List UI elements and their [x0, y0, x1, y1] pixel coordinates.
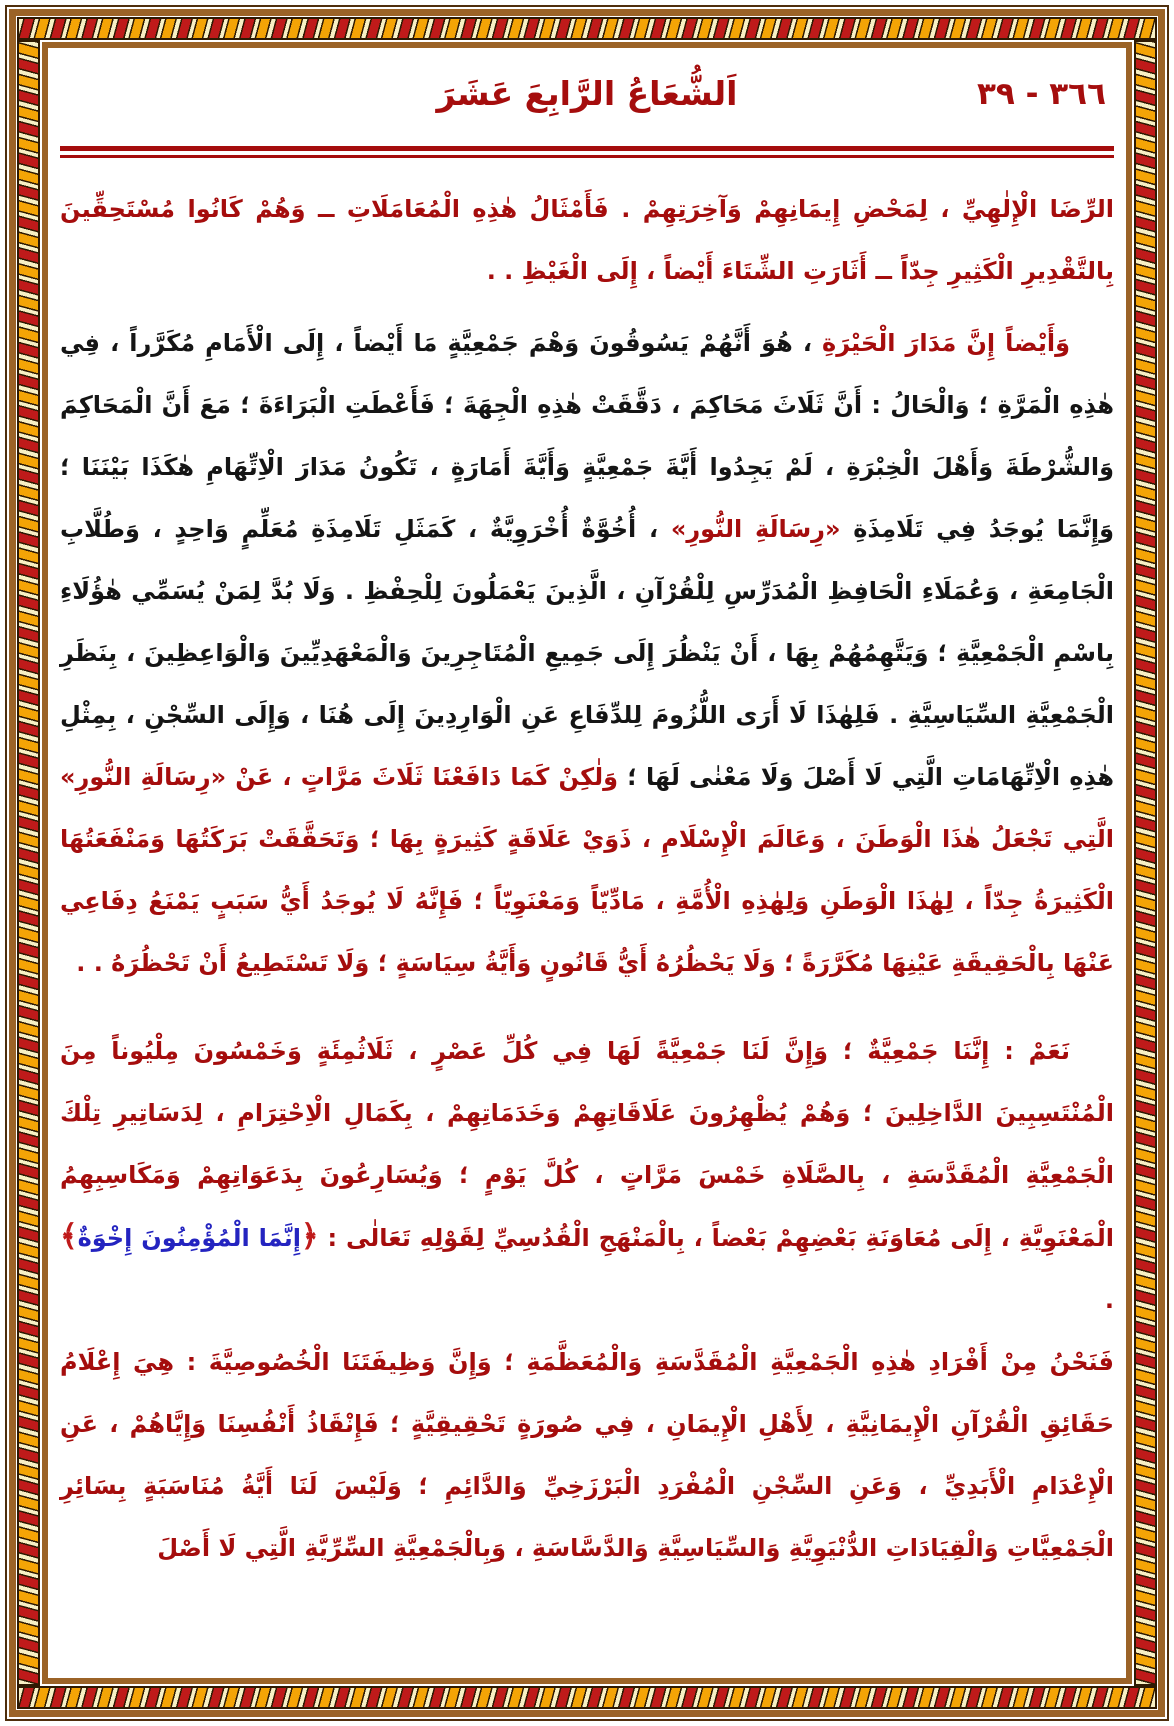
paragraph	[60, 1020, 1114, 1331]
page-header	[60, 74, 1114, 134]
text-run-red: وَأَيْضاً إِنَّ مَدَارَ الْحَيْرَةِ	[822, 329, 1070, 357]
text-run-bracket: ﴾	[60, 1219, 78, 1254]
body-text	[60, 178, 1114, 1579]
text-run-black: ، أُخُوَّةٌ أُخْرَوِيَّةٌ ، كَمَثَلِ تَلَامِذَةِ مُعَلِّمٍ وَاحِدٍ ، وَطُلَّابِ الْجَامِعَةِ ، وَعُمَلَاءِ الْحَافِظِ الْمُدَرِّسِ لِلْقُرْآنِ ، الَّذِينَ يَعْمَلُونَ لِلْحِفْظِ . وَلَا بُدَّ لِمَنْ يُسَمِّي هٰؤُلَاءِ بِاسْمِ الْجَمْعِيَّةِ ؛ وَيَتَّهِمُهُمْ بِهَا ، أَنْ يَنْظُرَ إِلَى جَمِيعِ الْمُتَاجِرِينَ وَالْمَعْهَدِيِّينَ وَالْوَاعِظِينَ ، بِنَظَرِ الْجَمْعِيَّةِ السِّيَاسِيَّةِ . فَلِهٰذَا لَا أَرَى اللُّزُومَ لِلدِّفَاعِ عَنِ الْوَارِدِينَ إِلَى هُنَا ، وَإِلَى السِّجْنِ ، بِمِثْلِ هٰذِهِ الْاِتِّهَامَاتِ الَّتِي لَا أَصْلَ وَلَا مَعْنٰى لَهَا ؛	[60, 515, 1114, 791]
header-divider	[60, 146, 1114, 158]
page-number: ٣٦٦ - ٣٩	[976, 76, 1106, 112]
divider-rule-thick	[60, 146, 1114, 151]
text-run-red: .	[1104, 1286, 1114, 1314]
border-chain-pattern-left	[17, 40, 40, 1686]
divider-rule-thin	[60, 155, 1114, 158]
paragraph	[60, 312, 1114, 994]
page-title: اَلشُّعَاعُ الرَّابِعَ عَشَرَ	[436, 74, 738, 113]
paragraph	[60, 178, 1114, 302]
text-run-red: الرِّضَا الْإِلٰهِيِّ ، لِمَحْضِ إِيمَانِهِمْ وَآخِرَتِهِمْ . فَأَمْثَالُ هٰذِهِ الْمُعَامَلَاتِ ــ وَهُمْ كَانُوا مُسْتَحِقِّينَ بِالتَّقْدِيرِ الْكَثِيرِ جِدّاً ــ أَثَارَتِ الشِّتَاءَ أَيْضاً ، إِلَى الْغَيْظِ . .	[60, 195, 1114, 285]
page-content	[48, 48, 1126, 1678]
text-run-black: ، هُوَ أَنَّهُمْ يَسُوقُونَ وَهْمَ جَمْعِيَّةٍ مَا أَيْضاً ، إِلَى الْأَمَامِ مُكَرَّراً ، فِي هٰذِهِ الْمَرَّةِ ؛ وَالْحَالُ : أَنَّ ثَلَاثَ مَحَاكِمَ ، دَقَّقَتْ هٰذِهِ الْجِهَةَ ؛ فَأَعْطَتِ الْبَرَاءَةَ ؛ مَعَ أَنَّ الْمَحَاكِمَ وَالشُّرْطَةَ وَأَهْلَ الْخِبْرَةِ ، لَمْ يَجِدُوا أَيَّةَ جَمْعِيَّةٍ وَأَيَّةَ أَمَارَةٍ ، تَكُونُ مَدَارَ الْاِتِّهَامِ هٰكَذَا بَيْنَنَا ؛ وَإِنَّمَا يُوجَدُ فِي تَلَامِذَةِ	[60, 329, 1114, 543]
border-chain-pattern-right	[1134, 40, 1157, 1686]
text-run-red: وَلٰكِنْ كَمَا دَافَعْنَا ثَلَاثَ مَرَّاتٍ ، عَنْ «رِسَالَةِ النُّورِ» الَّتِي تَجْعَلُ هٰذَا الْوَطَنَ ، وَعَالَمَ الْإِسْلَامِ ، ذَوَيْ عَلَاقَةٍ كَثِيرَةٍ بِهَا ؛ وَتَحَقَّقَتْ بَرَكَتُهَا وَمَنْفَعَتُهَا الْكَثِيرَةُ جِدّاً ، لِهٰذَا الْوَطَنِ وَلِهٰذِهِ الْأُمَّةِ ، مَادِّيّاً وَمَعْنَوِيّاً ؛ فَإِنَّهُ لَا يُوجَدُ أَيُّ سَبَبٍ يَمْنَعُ دِفَاعِي عَنْهَا بِالْحَقِيقَةِ عَيْنِهَا مُكَرَّرَةً ؛ وَلَا يَحْظُرُهُ أَيُّ قَانُونٍ وَأَيَّةُ سِيَاسَةٍ ؛ وَلَا تَسْتَطِيعُ أَنْ تَحْظُرَهُ . .	[60, 763, 1114, 977]
text-run-red: فَنَحْنُ مِنْ أَفْرَادِ هٰذِهِ الْجَمْعِيَّةِ الْمُقَدَّسَةِ وَالْمُعَظَّمَةِ ؛ وَإِنَّ وَظِيفَتَنَا الْخُصُوصِيَّةَ : هِيَ إِعْلَامُ حَقَائِقِ الْقُرْآنِ الْإِيمَانِيَّةِ ، لِأَهْلِ الْإِيمَانِ ، فِي صُورَةٍ تَحْقِيقِيَّةٍ ؛ فَإِنْقَاذُ أَنْفُسِنَا وَإِيَّاهُمْ ، عَنِ الْإِعْدَامِ الْأَبَدِيِّ ، وَعَنِ السِّجْنِ الْمُفْرَدِ الْبَرْزَخِيِّ وَالدَّائِمِ ؛ وَلَيْسَ لَنَا أَيَّةُ مُنَاسَبَةٍ بِسَائِرِ الْجَمْعِيَّاتِ وَالْقِيَادَاتِ الدُّنْيَوِيَّةِ وَالسِّيَاسِيَّةِ وَالدَّسَّاسَةِ ، وَبِالْجَمْعِيَّةِ السِّرِّيَّةِ الَّتِي لَا أَصْلَ	[60, 1348, 1114, 1562]
border-chain-pattern-bottom	[17, 1686, 1157, 1709]
text-run-blue: إِنَّمَا الْمُؤْمِنُونَ إِخْوَةٌ	[77, 1224, 302, 1252]
paragraph	[60, 1331, 1114, 1579]
text-run-red: «رِسَالَةِ النُّورِ»	[670, 515, 841, 543]
text-run-bracket: ﴿	[301, 1219, 319, 1254]
text-run-red: نَعَمْ : إِنَّنَا جَمْعِيَّةٌ ؛ وَإِنَّ لَنَا جَمْعِيَّةً لَهَا فِي كُلِّ عَصْرٍ ، ثَلَاثُمِئَةٍ وَخَمْسُونَ مِلْيُوناً مِنَ الْمُنْتَسِبِينَ الدَّاخِلِينَ ؛ وَهُمْ يُظْهِرُونَ عَلَاقَاتِهِمْ وَخَدَمَاتِهِمْ ، بِكَمَالِ الْاِحْتِرَامِ ، لِدَسَاتِيرِ تِلْكَ الْجَمْعِيَّةِ الْمُقَدَّسَةِ ، بِالصَّلَاةِ خَمْسَ مَرَّاتٍ ، كُلَّ يَوْمٍ ؛ وَيُسَارِعُونَ بِدَعَوَاتِهِمْ وَمَكَاسِبِهِمُ الْمَعْنَوِيَّةِ ، إِلَى مُعَاوَنَةِ بَعْضِهِمْ بَعْضاً ، بِالْمَنْهَجِ الْقُدُسِيِّ لِقَوْلِهِ تَعَالٰى :	[60, 1037, 1114, 1252]
border-chain-pattern-top	[17, 17, 1157, 40]
